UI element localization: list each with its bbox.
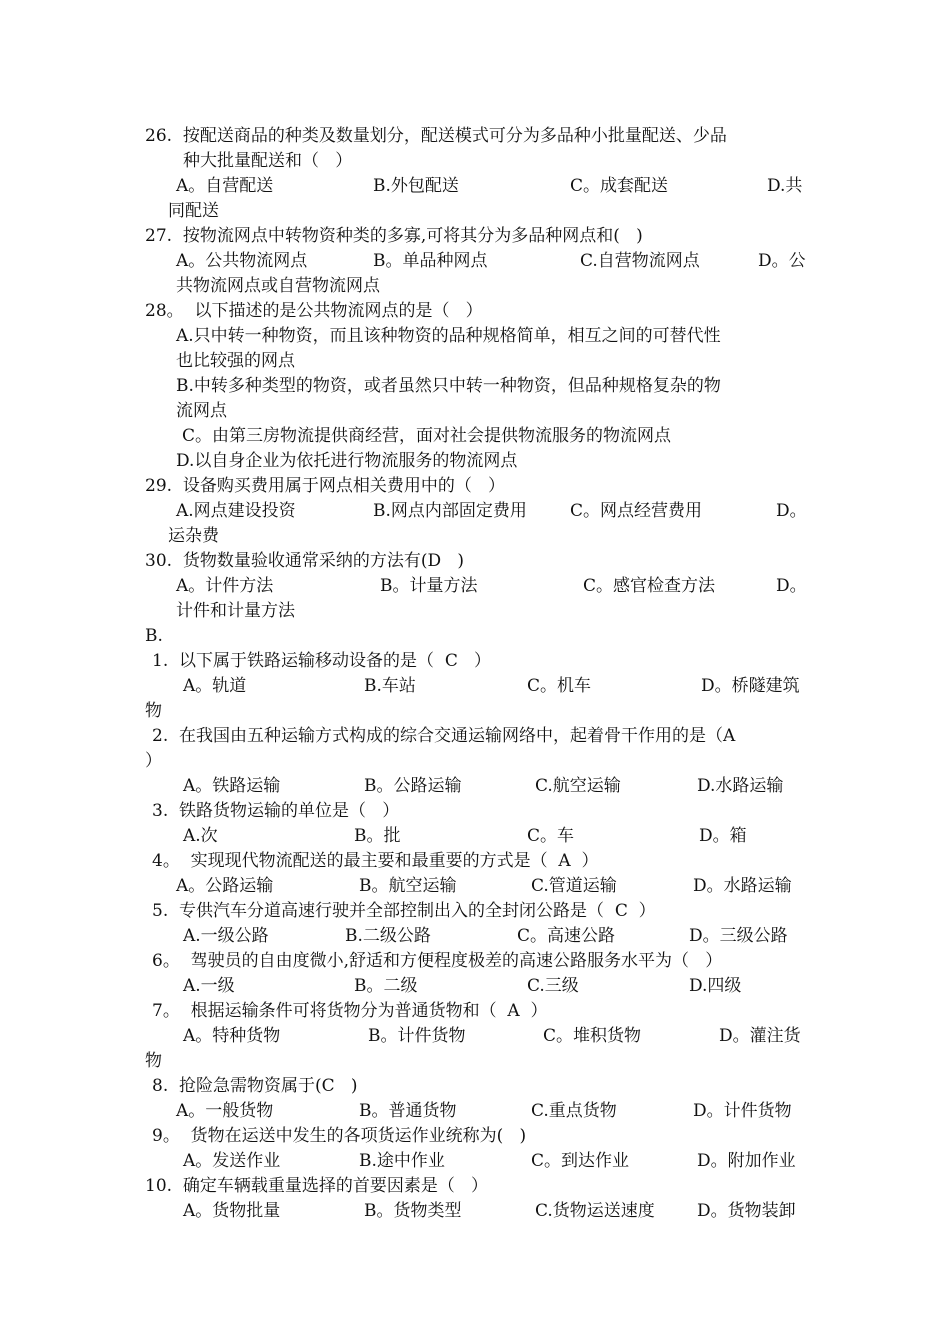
b2-option-b: B。公路运输 — [364, 776, 462, 796]
b10-option-b: B。货物类型 — [364, 1201, 462, 1221]
b2-option-a: A。铁路运输 — [183, 776, 281, 796]
q28-option-d: D.以自身企业为依托进行物流服务的物流网点 — [176, 451, 518, 471]
q30-option-c: C。感官检查方法 — [583, 576, 716, 596]
question-b1-text: 1. 以下属于铁路运输移动设备的是（ C ） — [152, 651, 492, 671]
question-29-text: 29. 设备购买费用属于网点相关费用中的（ ） — [145, 476, 506, 496]
q28-option-b: B.中转多种类型的物资，或者虽然只中转一种物资，但品种规格复杂的物 — [176, 376, 721, 396]
q26-option-a: A。自营配送 — [176, 176, 274, 196]
question-b4-text: 4。 实现现代物流配送的最主要和最重要的方式是（ A ） — [152, 851, 599, 871]
b1-option-a: A。轨道 — [183, 676, 247, 696]
question-27-text: 27. 按物流网点中转物资种类的多寡,可将其分为多品种网点和( ) — [145, 226, 643, 246]
question-b5-text: 5. 专供汽车分道高速行驶并全部控制出入的全封闭公路是（ C ） — [152, 901, 656, 921]
q27-option-d: D。公 — [758, 251, 806, 271]
question-b6-text: 6。 驾驶员的自由度微小,舒适和方便程度极差的高速公路服务水平为（ ） — [152, 951, 723, 971]
q28-option-a: A.只中转一种物资，而且该种物资的品种规格简单，相互之间的可替代性 — [176, 326, 721, 346]
q26-option-d-cont: 同配送 — [168, 201, 219, 221]
b9-option-c: C。到达作业 — [531, 1151, 630, 1171]
q27-option-d-cont: 共物流网点或自营物流网点 — [176, 276, 380, 296]
b8-option-a: A。一般货物 — [176, 1101, 274, 1121]
question-30-text: 30. 货物数量验收通常采纳的方法有(D ) — [145, 551, 464, 571]
q29-option-b: B.网点内部固定费用 — [373, 501, 527, 521]
b4-option-b: B。航空运输 — [359, 876, 457, 896]
question-26-text: 26. 按配送商品的种类及数量划分，配送模式可分为多品种小批量配送、少品 — [145, 126, 727, 146]
b7-option-d-cont: 物 — [145, 1051, 162, 1071]
b7-option-a: A。特种货物 — [183, 1026, 281, 1046]
q26-option-c: C。成套配送 — [570, 176, 669, 196]
b7-option-d: D。灌注货 — [719, 1026, 801, 1046]
b5-option-d: D。三级公路 — [689, 926, 788, 946]
b9-option-d: D。附加作业 — [697, 1151, 796, 1171]
b7-option-b: B。计件货物 — [368, 1026, 466, 1046]
question-b8-text: 8. 抢险急需物资属于(C ) — [152, 1076, 358, 1096]
b2-option-d: D.水路运输 — [697, 776, 784, 796]
q30-option-a: A。计件方法 — [176, 576, 274, 596]
b1-option-b: B.车站 — [364, 676, 416, 696]
q26-option-d: D.共 — [767, 176, 803, 196]
q28-option-a-cont: 也比较强的网点 — [176, 351, 295, 371]
q28-option-c: C。由第三房物流提供商经营，面对社会提供物流服务的物流网点 — [182, 426, 672, 446]
b1-option-c: C。机车 — [527, 676, 592, 696]
b5-option-a: A.一级公路 — [183, 926, 269, 946]
question-b9-text: 9。 货物在运送中发生的各项货运作业统称为( ) — [152, 1126, 527, 1146]
b6-option-b: B。二级 — [354, 976, 418, 996]
b8-option-b: B。普通货物 — [359, 1101, 457, 1121]
b6-option-c: C.三级 — [527, 976, 579, 996]
q29-option-d-cont: 运杂费 — [168, 526, 219, 546]
b4-option-c: C.管道运输 — [531, 876, 617, 896]
q29-option-c: C。网点经营费用 — [570, 501, 703, 521]
b3-option-d: D。箱 — [699, 826, 747, 846]
question-b2-text-cont: ） — [145, 751, 162, 771]
b9-option-a: A。发送作业 — [183, 1151, 281, 1171]
b10-option-d: D。货物装卸 — [697, 1201, 796, 1221]
question-28-text: 28。 以下描述的是公共物流网点的是（ ） — [145, 301, 483, 321]
b1-option-d: D。桥隧建筑 — [701, 676, 800, 696]
q28-option-b-cont: 流网点 — [176, 401, 227, 421]
b4-option-d: D。水路运输 — [693, 876, 792, 896]
question-b2-text: 2. 在我国由五种运输方式构成的综合交通运输网络中，起着骨干作用的是（A — [152, 726, 736, 746]
b7-option-c: C。堆积货物 — [543, 1026, 642, 1046]
q29-option-d: D。 — [776, 501, 807, 521]
b5-option-b: B.二级公路 — [345, 926, 431, 946]
q27-option-a: A。公共物流网点 — [176, 251, 308, 271]
question-b3-text: 3. 铁路货物运输的单位是（ ） — [152, 801, 400, 821]
q30-option-b: B。计量方法 — [380, 576, 478, 596]
b10-option-c: C.货物运送速度 — [535, 1201, 655, 1221]
b6-option-a: A.一级 — [183, 976, 235, 996]
question-26-text-cont: 种大批量配送和（ ） — [183, 151, 353, 171]
b1-option-d-cont: 物 — [145, 701, 162, 721]
b3-option-a: A.次 — [183, 826, 218, 846]
b10-option-a: A。货物批量 — [183, 1201, 281, 1221]
b3-option-b: B。批 — [354, 826, 401, 846]
b5-option-c: C。高速公路 — [517, 926, 616, 946]
q27-option-b: B。单品种网点 — [373, 251, 488, 271]
section-b-heading: B. — [145, 626, 163, 646]
q29-option-a: A.网点建设投资 — [176, 501, 296, 521]
question-b7-text: 7。 根据运输条件可将货物分为普通货物和（ A ） — [152, 1001, 548, 1021]
b2-option-c: C.航空运输 — [535, 776, 621, 796]
b8-option-d: D。计件货物 — [693, 1101, 792, 1121]
q27-option-c: C.自营物流网点 — [580, 251, 700, 271]
b9-option-b: B.途中作业 — [359, 1151, 445, 1171]
b3-option-c: C。车 — [527, 826, 575, 846]
b4-option-a: A。公路运输 — [176, 876, 274, 896]
q30-option-d-cont: 计件和计量方法 — [176, 601, 295, 621]
b6-option-d: D.四级 — [689, 976, 742, 996]
b8-option-c: C.重点货物 — [531, 1101, 617, 1121]
q26-option-b: B.外包配送 — [373, 176, 459, 196]
question-b10-text: 10. 确定车辆载重量选择的首要因素是（ ） — [145, 1176, 489, 1196]
q30-option-d: D。 — [776, 576, 807, 596]
